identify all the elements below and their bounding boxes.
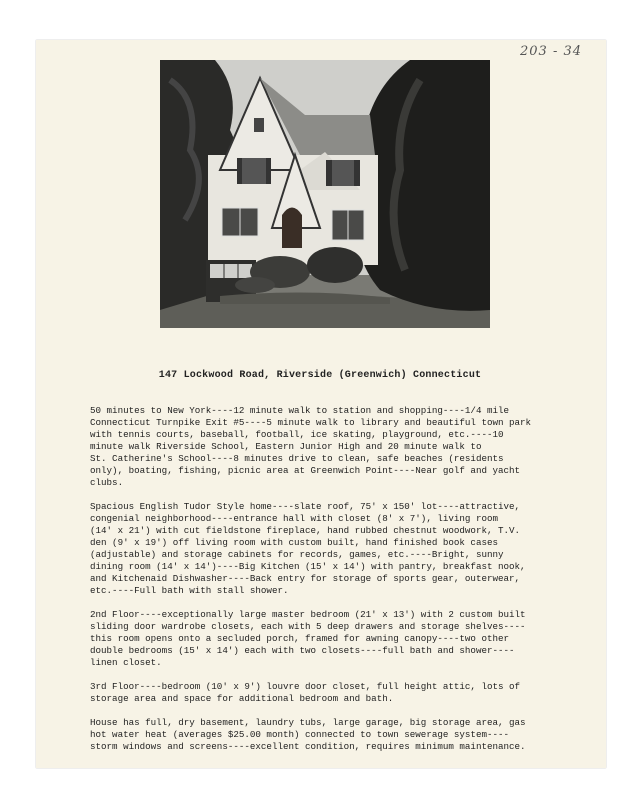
text-line: only), boating, fishing, picnic area at Greenwich Point----Near golf and yacht: [90, 465, 521, 476]
text-line: etc.----Full bath with stall shower.: [90, 585, 289, 596]
paragraph-second-floor: [90, 609, 570, 669]
text-line: linen closet.: [90, 657, 162, 668]
text-line: (adjustable) and storage cabinets for records, games, etc.----Bright, sunny: [90, 549, 504, 560]
text-line: Spacious English Tudor Style home----slate roof, 75' x 150' lot----attractive,: [90, 501, 521, 512]
paragraph-location: [90, 405, 570, 489]
paragraph-house-systems: [90, 717, 570, 753]
text-line: double bedrooms (15' x 14') each with two closets----full bath and shower----: [90, 645, 515, 656]
text-line: 2nd Floor----exceptionally large master bedroom (21' x 13') with 2 custom built: [90, 609, 526, 620]
text-line: sliding door wardrobe closets, each with 5 deep drawers and storage shelves----: [90, 621, 526, 632]
text-line: minute walk Riverside School, Eastern Junior High and 20 minute walk to: [90, 441, 482, 452]
text-line: congenial neighborhood----entrance hall with closet (8' x 7'), living room: [90, 513, 498, 524]
text-line: and Kitchenaid Dishwasher----Back entry for storage of sports gear, outerwear,: [90, 573, 521, 584]
text-line: Connecticut Turnpike Exit #5----5 minute walk to library and beautiful town park: [90, 417, 532, 428]
text-line: hot water heat (averages $25.00 month) connected to town sewerage system----: [90, 729, 510, 740]
text-line: storm windows and screens----excellent condition, requires minimum maintenance.: [90, 741, 526, 752]
listing-description: [90, 405, 570, 765]
text-line: den (9' x 19') off living room with custom built, hand finished book cases: [90, 537, 498, 548]
text-line: 3rd Floor----bedroom (10' x 9') louvre door closet, full height attic, lots of: [90, 681, 521, 692]
paragraph-third-floor: [90, 681, 570, 705]
paragraph-first-floor: [90, 501, 570, 597]
text-line: storage area and space for additional bedroom and bath.: [90, 693, 394, 704]
text-line: 50 minutes to New York----12 minute walk to station and shopping----1/4 mile: [90, 405, 510, 416]
text-line: (14' x 21') with cut fieldstone fireplace, hand rubbed chestnut woodwork, T.V.: [90, 525, 521, 536]
text-line: with tennis courts, baseball, football, ice skating, playground, etc.----10: [90, 429, 504, 440]
text-line: this room opens onto a secluded porch, framed for awning canopy----two other: [90, 633, 510, 644]
text-line: House has full, dry basement, laundry tubs, large garage, big storage area, gas: [90, 717, 526, 728]
text-line: clubs.: [90, 477, 124, 488]
text-line: St. Catherine's School----8 minutes drive to clean, safe beaches (residents: [90, 453, 504, 464]
reference-number: 203 - 34: [520, 44, 583, 59]
text-line: dining room (14' x 14')----Big Kitchen (15' x 14') with pantry, breakfast nook,: [90, 561, 526, 572]
property-caption: 147 Lockwood Road, Riverside (Greenwich) Connecticut: [158, 370, 482, 381]
house-photo: [160, 60, 490, 328]
